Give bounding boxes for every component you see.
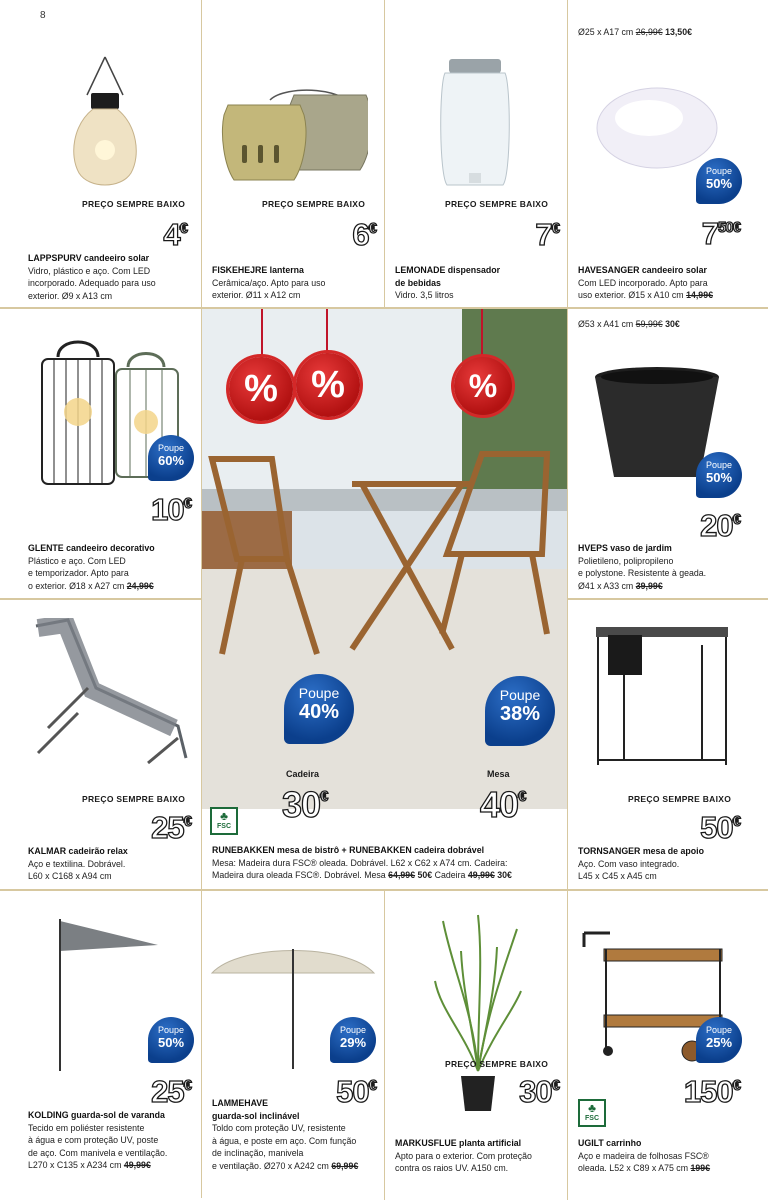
product-tornsanger[interactable] (568, 600, 768, 889)
lounge-chair-image (28, 618, 193, 768)
save-badge: Poupe 25% (696, 1017, 742, 1063)
chair-label: Cadeira (286, 769, 320, 779)
product-description: KALMAR cadeirão relax Aço e textilina. Dobrável. L60 x C168 x A94 cm (28, 846, 128, 881)
chair-save-badge: Poupe 40% (284, 674, 354, 744)
save-badge: Poupe 50% (696, 158, 742, 204)
table-label: Mesa (487, 769, 510, 779)
chair-price: 30€ (282, 784, 328, 825)
table-save-badge: Poupe 38% (485, 676, 555, 746)
sale-percent-ball: % (229, 357, 293, 421)
product-description: KOLDING guarda-sol de varanda Tecido em poliéster resistente à água e com proteção UV, poste de aço. Com manivela e ventilação. L270 x C135 x A234 cm 49,99€ (28, 1110, 168, 1170)
price: 50€ (336, 1074, 376, 1109)
feature-description: RUNEBAKKEN mesa de bistrô + RUNEBAKKEN cadeira dobrável Mesa: Madeira dura FSC® oleada. Dobrável. L62 x C62 x A74 cm. Cadeira: Madeira dura oleada FSC®. Dobrável. Mesa 64,99€ 50€ Cadeira 49,99€ 30€ (212, 845, 512, 880)
side-table-image (594, 625, 734, 770)
price: 7€ (535, 217, 559, 252)
price: 20€ (700, 508, 740, 543)
price-tag-label: PREÇO SEMPRE BAIXO (82, 794, 186, 804)
save-badge: Poupe 29% (330, 1017, 376, 1063)
drink-dispenser-image (435, 55, 515, 195)
price: 6€ (352, 217, 376, 252)
save-badge: Poupe 50% (148, 1017, 194, 1063)
product-description: HVEPS vaso de jardim Polietileno, polipropileno e polystone. Resistente à geada. Ø41 x A33 cm 39,99€ (578, 543, 707, 591)
feature-runebakken[interactable] (202, 309, 567, 890)
price-tag-label: PREÇO SEMPRE BAIXO (628, 794, 732, 804)
product-description: LAPPSPURV candeeiro solar Vidro, plástico e aço. Com LED incorporado. Adequado para uso exterior. Ø9 x A13 cm (28, 253, 156, 301)
save-badge: Poupe 50% (696, 452, 742, 498)
price: 150€ (683, 1074, 740, 1109)
product-lammehave[interactable] (202, 891, 384, 1200)
price: 25€ (151, 810, 191, 845)
product-lemonade[interactable] (385, 0, 567, 307)
size-variant-note: Ø53 x A41 cm 59,99€ 30€ (578, 319, 680, 329)
fsc-logo: ♣ FSC (210, 807, 238, 835)
product-ugilt[interactable] (568, 891, 768, 1200)
price-tag-label: PREÇO SEMPRE BAIXO (262, 199, 366, 209)
product-description: UGILT carrinho Aço e madeira de folhosas FSC® oleada. L52 x C89 x A75 cm 199€ (578, 1138, 711, 1173)
product-description: LAMMEHAVE guarda-sol inclinável Toldo com proteção UV, resistente à água, e poste em aço. Com função de inclinação, manivela e ventilação. Ø270 x A242 cm 69,99€ (212, 1098, 359, 1171)
lantern-image (220, 85, 368, 190)
product-lappspurv[interactable] (0, 0, 201, 307)
artificial-plant-image (433, 911, 523, 1116)
price: 50€ (700, 810, 740, 845)
price: 30€ (519, 1074, 559, 1109)
product-description: LEMONADE dispensador de bebidas Vidro. 3,5 litros (395, 265, 501, 300)
sale-percent-ball: % (296, 353, 360, 417)
table-price: 40€ (480, 784, 526, 825)
price-tag-label: PREÇO SEMPRE BAIXO (445, 1059, 549, 1069)
product-description: MARKUSFLUE planta artificial Apto para o exterior. Com proteção contra os raios UV. A150 cm. (395, 1138, 532, 1173)
price: 10€ (151, 492, 191, 527)
price: 25€ (151, 1074, 191, 1109)
product-hveps[interactable] (568, 309, 768, 598)
size-variant-note: Ø25 x A17 cm 26,99€ 13,50€ (578, 27, 692, 37)
product-fiskehejre[interactable] (202, 0, 384, 307)
page-number: 8 (40, 10, 46, 21)
price: $7^{50€}$ (701, 216, 740, 251)
product-kalmar[interactable] (0, 600, 201, 889)
price-tag-label: PREÇO SEMPRE BAIXO (445, 199, 549, 209)
product-glente[interactable] (0, 309, 201, 598)
product-description: HAVESANGER candeeiro solar Com LED incorporado. Apto para uso exterior. Ø15 x A10 cm 14,99€ (578, 265, 713, 300)
fsc-logo: ♣ FSC (578, 1099, 606, 1127)
product-description: FISKEHEJRE lanterna Cerâmica/aço. Apto para uso exterior. Ø11 x A12 cm (212, 265, 326, 300)
product-havesanger[interactable] (568, 0, 768, 307)
product-kolding[interactable] (0, 891, 201, 1200)
save-badge: Poupe 60% (148, 435, 194, 481)
sale-percent-ball: % (454, 357, 512, 415)
product-description: TORNSANGER mesa de apoio Aço. Com vaso integrado. L45 x C45 x A45 cm (578, 846, 704, 881)
product-markusflue[interactable] (385, 891, 567, 1200)
solar-stone-lamp-image (594, 80, 720, 170)
price: 4€ (163, 217, 187, 252)
price-tag-label: PREÇO SEMPRE BAIXO (82, 199, 186, 209)
product-description: GLENTE candeeiro decorativo Plástico e aço. Com LED e temporizador. Apto para o exterior. Ø18 x A27 cm 24,99€ (28, 543, 155, 591)
solar-lamp-image (65, 55, 145, 195)
